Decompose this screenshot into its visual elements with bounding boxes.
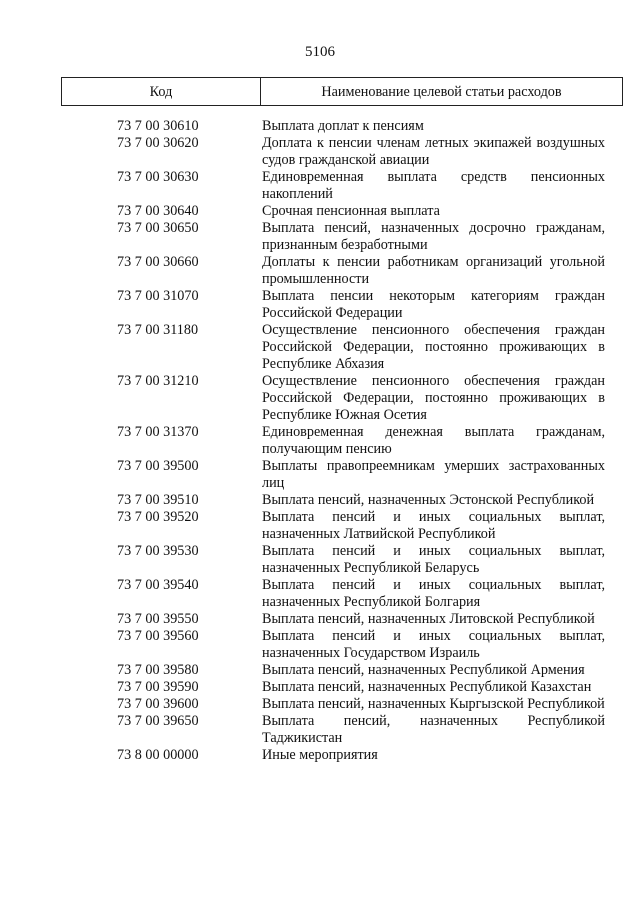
expense-name: Выплата пенсий и иных социальных выплат, назначенных Республикой Болгария — [262, 577, 605, 610]
expense-code: 73 7 00 39520 — [117, 509, 199, 525]
page-number: 5106 — [305, 44, 335, 60]
expense-name: Выплаты правопреемникам умерших застрахованных лиц — [262, 458, 605, 491]
expense-code: 73 7 00 39590 — [117, 679, 199, 695]
expense-code: 73 7 00 39650 — [117, 713, 199, 729]
column-header-name: Наименование целевой статьи расходов — [321, 84, 562, 100]
expense-name: Выплата пенсий, назначенных досрочно гражданам, признанным безработными — [262, 220, 605, 253]
expense-code: 73 7 00 30610 — [117, 118, 199, 134]
table-row — [0, 713, 640, 747]
expense-code: 73 7 00 31180 — [117, 322, 199, 338]
table-row — [0, 373, 640, 424]
expense-name: Срочная пенсионная выплата — [262, 203, 440, 219]
table-row — [0, 662, 640, 679]
table-row — [0, 169, 640, 203]
expense-name: Осуществление пенсионного обеспечения граждан Российской Федерации, постоянно проживающих в Республике Южная Осетия — [262, 373, 605, 423]
table-row — [0, 577, 640, 611]
table-header — [61, 77, 623, 106]
table-row — [0, 203, 640, 220]
expense-code: 73 7 00 39530 — [117, 543, 199, 559]
table-row — [0, 220, 640, 254]
table-row — [0, 747, 640, 764]
table-row — [0, 509, 640, 543]
column-header-code: Код — [62, 78, 261, 105]
expense-name: Выплата пенсий, назначенных Эстонской Республикой — [262, 492, 595, 508]
expense-code: 73 7 00 30620 — [117, 135, 199, 151]
expense-name: Выплата пенсий и иных социальных выплат, назначенных Латвийской Республикой — [262, 509, 605, 542]
table-row — [0, 254, 640, 288]
expense-name: Выплата пенсии некоторым категориям граждан Российской Федерации — [262, 288, 605, 321]
expense-code: 73 7 00 39600 — [117, 696, 199, 712]
table-row — [0, 628, 640, 662]
expense-name: Единовременная денежная выплата гражданам, получающим пенсию — [262, 424, 605, 457]
expense-name: Доплата к пенсии членам летных экипажей воздушных судов гражданской авиации — [262, 135, 605, 168]
expense-code: 73 7 00 39560 — [117, 628, 199, 644]
expense-name: Выплата пенсий, назначенных Республикой Армения — [262, 662, 585, 678]
table-row — [0, 288, 640, 322]
expense-code: 73 7 00 39510 — [117, 492, 199, 508]
table-row — [0, 696, 640, 713]
expense-code: 73 7 00 31370 — [117, 424, 199, 440]
budget-items-list — [0, 118, 640, 764]
expense-code: 73 8 00 00000 — [117, 747, 199, 763]
expense-name: Выплата пенсий, назначенных Кыргызской Республикой — [262, 696, 605, 712]
table-row — [0, 543, 640, 577]
expense-code: 73 7 00 31070 — [117, 288, 199, 304]
expense-code: 73 7 00 30650 — [117, 220, 199, 236]
table-row — [0, 135, 640, 169]
expense-code: 73 7 00 39540 — [117, 577, 199, 593]
expense-name: Выплата пенсий, назначенных Литовской Республикой — [262, 611, 595, 627]
expense-code: 73 7 00 31210 — [117, 373, 199, 389]
expense-name: Выплата пенсий, назначенных Республикой Казахстан — [262, 679, 592, 695]
expense-code: 73 7 00 30640 — [117, 203, 199, 219]
table-row — [0, 458, 640, 492]
table-row — [0, 679, 640, 696]
expense-name: Осуществление пенсионного обеспечения граждан Российской Федерации, постоянно проживающих в Республике Абхазия — [262, 322, 605, 372]
table-row — [0, 322, 640, 373]
expense-name: Выплата пенсий, назначенных Республикой Таджикистан — [262, 713, 605, 746]
table-row — [0, 118, 640, 135]
table-row — [0, 424, 640, 458]
expense-code: 73 7 00 39500 — [117, 458, 199, 474]
expense-code: 73 7 00 30660 — [117, 254, 199, 270]
expense-name: Выплата доплат к пенсиям — [262, 118, 424, 134]
expense-name: Единовременная выплата средств пенсионных накоплений — [262, 169, 605, 202]
expense-code: 73 7 00 30630 — [117, 169, 199, 185]
expense-name: Выплата пенсий и иных социальных выплат, назначенных Государством Израиль — [262, 628, 605, 661]
expense-code: 73 7 00 39580 — [117, 662, 199, 678]
expense-name: Доплаты к пенсии работникам организаций угольной промышленности — [262, 254, 605, 287]
expense-code: 73 7 00 39550 — [117, 611, 199, 627]
expense-name: Иные мероприятия — [262, 747, 378, 763]
table-row — [0, 492, 640, 509]
table-row — [0, 611, 640, 628]
expense-name: Выплата пенсий и иных социальных выплат, назначенных Республикой Беларусь — [262, 543, 605, 576]
